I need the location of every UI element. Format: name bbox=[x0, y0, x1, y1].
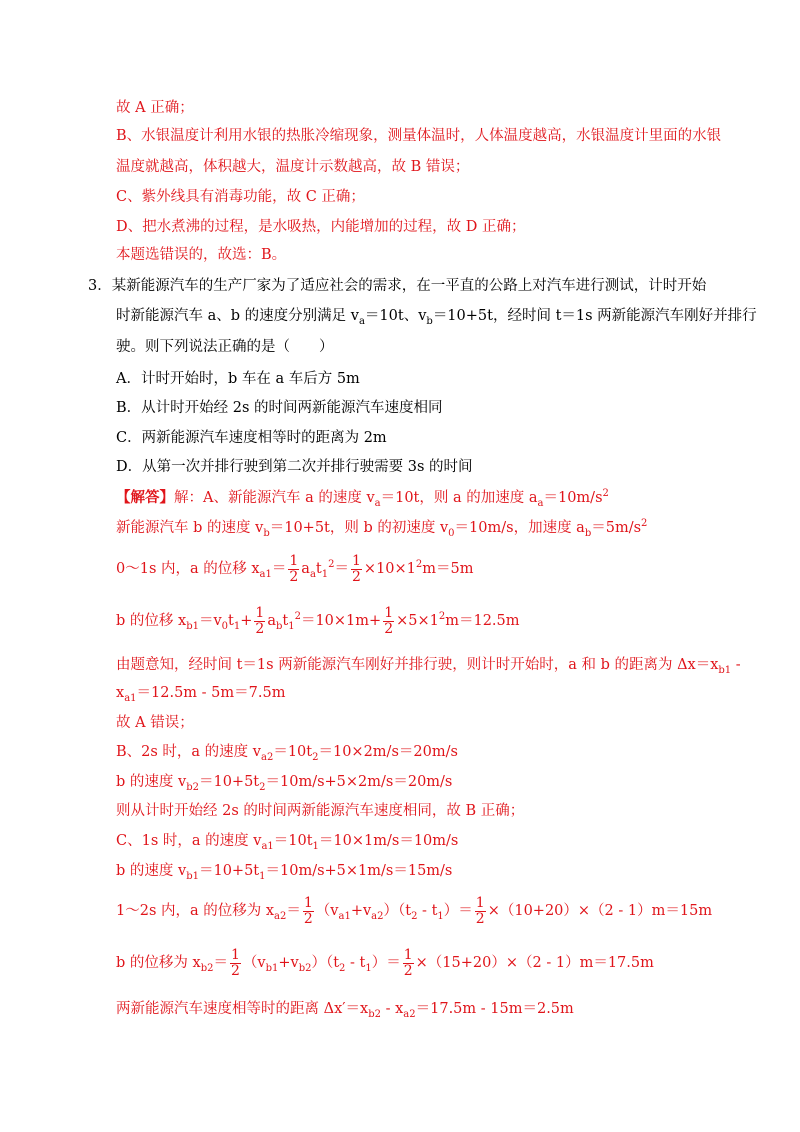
question-3-stem-line3: 驶。则下列说法正确的是（ ） bbox=[116, 339, 334, 355]
option-d: D．从第一次并排行驶到第二次并排行驶需要 3s 的时间 bbox=[116, 459, 473, 475]
solution-line13: 1～2s 内，a 的位移为 $x_{a2}=$ $\frac{1}{2}$ $(v_{a1}+v_{a2})(t_2 - t_1)=$ $\frac{1}{2}$ ×（10+20）×（2 - 1）m＝15m bbox=[116, 894, 713, 927]
option-d-explanation: D、把水煮沸的过程，是水吸热，内能增加的过程，故 D 正确； bbox=[116, 219, 526, 235]
solution-line12: b 的速度 $v_{b1}=10+5t_1=10m/s+5\times 1m/s=15m/s$ bbox=[116, 863, 453, 882]
solution-line8: B、2s 时，a 的速度 $v_{a2}=10t_2=10\times 2m/s=20m/s$ bbox=[116, 744, 458, 763]
part1-answer: 本题选错误的，故选：B。 bbox=[116, 247, 287, 263]
solution-line1: 【解答】解：A、新能源汽车 a 的速度 $v_a=10t$，则 a 的加速度 $a_a=10m/s^2$ bbox=[116, 488, 609, 509]
solution-line2: 新能源汽车 b 的速度 $v_b=10+5t$，则 b 的初速度 $v_0=10m/s$，加速度 $a_b=5m/s^2$ bbox=[116, 518, 648, 539]
fraction-half: $\frac{1}{2}$ bbox=[255, 604, 265, 637]
fraction-half: $\frac{1}{2}$ bbox=[384, 604, 394, 637]
fraction-half: $\frac{1}{2}$ bbox=[475, 894, 485, 927]
question-number: 3． bbox=[88, 278, 112, 294]
option-c-explanation: C、紫外线具有消毒功能，故 C 正确； bbox=[116, 189, 365, 205]
option-b: B．从计时开始经 2s 的时间两新能源汽车速度相同 bbox=[116, 400, 443, 416]
solution-line10: 则从计时开始经 2s 的时间两新能源汽车速度相同，故 B 正确； bbox=[116, 803, 525, 819]
fraction-half: $\frac{1}{2}$ bbox=[230, 946, 240, 979]
question-3-stem-line1: 3．某新能源汽车的生产厂家为了适应社会的需求，在一平直的公路上对汽车进行测试，计时开始 bbox=[88, 278, 707, 294]
solution-line4: b 的位移 $x_{b1}=v_0t_1+$ $\frac{1}{2}$ $a_bt_1^2=10\times 1m+$ $\frac{1}{2}$ $\times 5\times 1^2m=12.5m$ bbox=[116, 604, 520, 637]
solution-line14: b 的位移为 $x_{b2}=$ $\frac{1}{2}$ $(v_{b1}+v_{b2})(t_2 - t_1)=$ $\frac{1}{2}$ ×（15+20）×（2 - 1）m＝17.5m bbox=[116, 946, 654, 979]
option-b-explanation-line2: 温度就越高，体积越大，温度计示数越高，故 B 错误； bbox=[116, 159, 470, 175]
option-b-explanation-line1: B、水银温度计利用水银的热胀冷缩现象，测量体温时，人体温度越高，水银温度计里面的水银 bbox=[116, 128, 722, 144]
option-a: A．计时开始时，b 车在 a 车后方 5m bbox=[116, 371, 360, 387]
solution-line5: 由题意知，经时间 t＝1s 两新能源汽车刚好并排行驶，则计时开始时，a 和 b 的距离为 $\Delta x=x_{b1}$ - bbox=[116, 657, 741, 676]
solution-line15: 两新能源汽车速度相等时的距离 $\Delta x'=x_{b2} - x_{a2}=17.5m - 15m=2.5m$ bbox=[116, 1001, 574, 1020]
fraction-half: $\frac{1}{2}$ bbox=[303, 894, 313, 927]
solution-line9: b 的速度 $v_{b2}=10+5t_2=10m/s+5\times 2m/s=20m/s$ bbox=[116, 774, 453, 793]
solution-line11: C、1s 时，a 的速度 $v_{a1}=10t_1=10\times 1m/s=10m/s$ bbox=[116, 833, 459, 852]
question-3-stem-line2: 时新能源汽车 a、b 的速度分别满足 $v_a=10t$、$v_b=10+5t$，经时间 t＝1s 两新能源汽车刚好并排行 bbox=[116, 308, 757, 327]
a-correct-line: 故 A 正确； bbox=[116, 100, 194, 116]
solution-tag: 【解答】 bbox=[116, 489, 174, 506]
option-c: C．两新能源汽车速度相等时的距离为 2m bbox=[116, 430, 387, 446]
fraction-half: $\frac{1}{2}$ bbox=[352, 552, 361, 585]
solution-line7: 故 A 错误； bbox=[116, 715, 194, 731]
solution-line3: 0～1s 内，a 的位移 $x_{a1}=$ $\frac{1}{2}$ $a_at_1^2=$ $\frac{1}{2}$ $\times 10\times 1^2m=5m$ bbox=[116, 552, 474, 585]
fraction-half: $\frac{1}{2}$ bbox=[289, 552, 299, 585]
fraction-half: $\frac{1}{2}$ bbox=[403, 946, 413, 979]
solution-line6: $x_{a1}=12.5m - 5m=7.5m$ bbox=[116, 685, 286, 704]
